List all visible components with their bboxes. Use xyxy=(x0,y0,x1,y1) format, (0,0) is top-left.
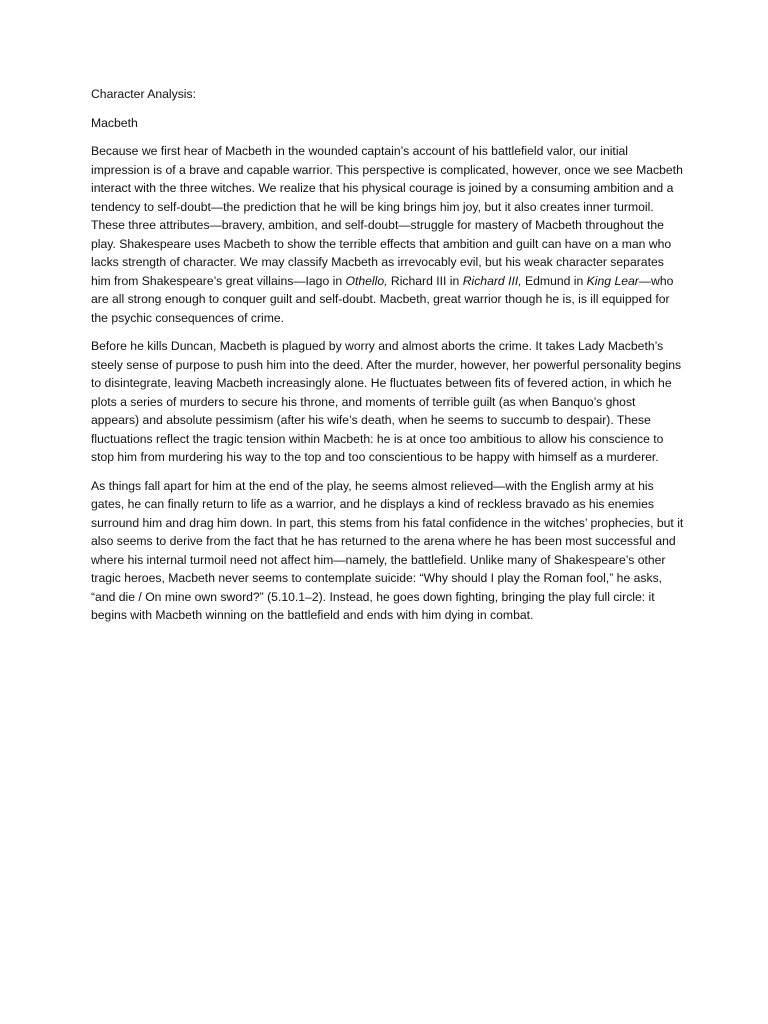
work-title-othello: Othello, xyxy=(345,273,388,288)
document-page xyxy=(91,85,685,635)
document-label: Character Analysis: xyxy=(91,87,196,101)
paragraph-2 xyxy=(91,337,685,467)
paragraph-text: Richard III in xyxy=(387,273,463,288)
work-title-king-lear: King Lear xyxy=(586,273,639,288)
work-title-richard-iii: Richard III, xyxy=(462,273,522,288)
document-title: Macbeth xyxy=(91,115,138,130)
paragraph-text: —who are all strong enough to conquer guilt and self-doubt. Macbeth, great warrior though he is, is ill equipped for the psychic consequences of crime. xyxy=(91,273,674,325)
paragraph-text: Before he kills Duncan, Macbeth is plagued by worry and almost aborts the crime. It takes Lady Macbeth’s steely sense of purpose to push him into the deed. After the murder, however, her powerful personality begins to disintegrate, leaving Macbeth increasingly alone. He fluctuates between fits of fevered action, in which he plots a series of murders to secure his throne, and moments of terrible guilt (as when Banquo’s ghost appears) and absolute pessimism (after his wife’s death, when he seems to succumb to despair). These fluctuations reflect the tragic tension within Macbeth: he is at once too ambitious to allow his conscience to stop him from murdering his way to the top and too conscientious to be happy with himself as a murderer. xyxy=(91,339,682,464)
paragraph-3 xyxy=(91,477,685,625)
paragraph-1 xyxy=(91,142,685,327)
paragraph-text: Because we first hear of Macbeth in the wounded captain’s account of his battlefield valor, our initial impression is of a brave and capable warrior. This perspective is complicated, however, once we see Macbeth interact with the three witches. We realize that his physical courage is joined by a consuming ambition and a tendency to self-doubt—the prediction that he will be king brings him joy, but it also creates inner turmoil. These three attributes—bravery, ambition, and self-doubt—struggle for mastery of Macbeth throughout the play. Shakespeare uses Macbeth to show the terrible effects that ambition and guilt can have on a man who lacks strength of character. We may classify Macbeth as irrevocably evil, but his weak character separates him from Shakespeare’s great villains—Iago in xyxy=(91,144,683,288)
paragraph-text: Edmund in xyxy=(521,273,587,288)
paragraph-text: As things fall apart for him at the end of the play, he seems almost relieved—with the English army at his gates, he can finally return to life as a warrior, and he displays a kind of reckless bravado as his enemies surround him and drag him down. In part, this stems from his fatal confidence in the witches’ prophecies, but it also seems to derive from the fact that he has returned to the arena where he has been most successful and where his internal turmoil need not affect him—namely, the battlefield. Unlike many of Shakespeare’s other tragic heroes, Macbeth never seems to contemplate suicide: “Why should I play the Roman fool,” he asks, “and die / On mine own sword?” (5.10.1–2). Instead, he goes down fighting, bringing the play full circle: it begins with Macbeth winning on the battlefield and ends with him dying in combat. xyxy=(91,478,684,622)
